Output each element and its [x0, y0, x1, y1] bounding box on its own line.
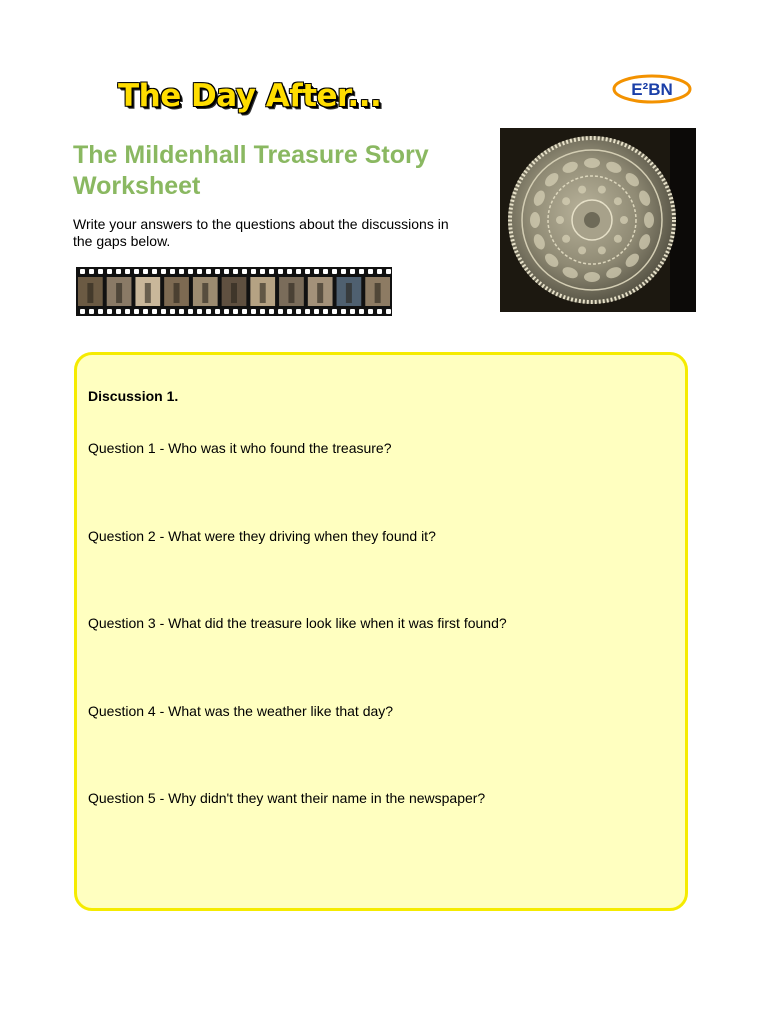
banner-title: The Day After... — [118, 78, 382, 114]
e2bn-logo — [612, 74, 692, 104]
title-line-2: Worksheet — [73, 172, 201, 200]
title-line-1: The Mildenhall Treasure Story — [73, 141, 429, 169]
film-strip-image — [76, 267, 392, 316]
question-3: Question 3 - What did the treasure look like when it was first found? — [88, 615, 507, 631]
question-2: Question 2 - What were they driving when they found it? — [88, 528, 436, 544]
page-title — [73, 140, 493, 202]
instructions-line-1: Write your answers to the questions about the discussions in — [73, 216, 449, 232]
question-1: Question 1 - Who was it who found the treasure? — [88, 440, 392, 456]
question-5: Question 5 - Why didn't they want their name in the newspaper? — [88, 790, 486, 806]
silver-plate-photo — [500, 128, 696, 312]
logo-text: E²BN — [631, 80, 673, 99]
worksheet-panel — [74, 352, 688, 911]
question-4: Question 4 - What was the weather like that day? — [88, 703, 394, 719]
discussion-heading: Discussion 1. — [88, 388, 179, 404]
instructions-line-2: the gaps below. — [73, 233, 171, 249]
instructions — [73, 216, 493, 250]
